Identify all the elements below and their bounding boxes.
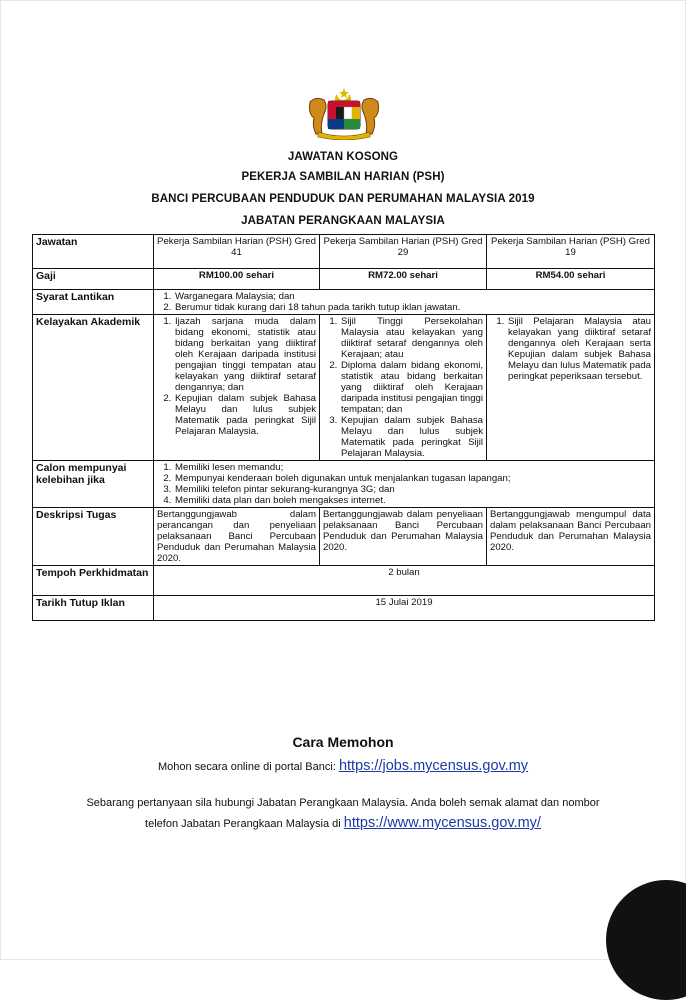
row-gaji [33,269,655,290]
kelebihan-item: 3. Memiliki telefon pintar sekurang-kurangnya 3G; dan [174,484,651,495]
kelayakan-item: 2. Kepujian dalam subjek Bahasa Melayu dan lulus subjek Matematik pada peringkat Sijil Pelajaran Malaysia. [174,393,316,437]
kelayakan-item: 3. Kepujian dalam subjek Bahasa Melayu dan lulus subjek Matematik pada peringkat Sijil Pelajaran Malaysia. [340,415,483,459]
row-jawatan [33,235,655,269]
apply-line-1-text: Mohon secara online di portal Banci: [157,761,336,773]
apply-line-1 [0,758,686,774]
gaji-gred-19: RM54.00 sehari [487,269,655,290]
kelayakan-item: 1. Sijil Tinggi Persekolahan Malaysia atau kelayakan yang diiktiraf setaraf dengannya oleh Kerajaan; atau [340,316,483,360]
heading-jabatan: JABATAN PERANGKAAN MALAYSIA [241,215,445,227]
jawatan-gred-19: Pekerja Sambilan Harian (PSH) Gred 19 [487,235,655,269]
label-tarikh-tutup: Tarikh Tutup Iklan [33,596,154,621]
gaji-gred-29: RM72.00 sehari [320,269,487,290]
heading-jawatan-kosong: JAWATAN KOSONG [287,151,399,163]
jobs-portal-link[interactable]: https://jobs.mycensus.gov.my [338,758,529,774]
row-tarikh-tutup [33,596,655,621]
kelebihan-item: 1. Memiliki lesen memandu; [174,462,651,473]
row-kelayakan-akademik [33,315,655,461]
calon-kelebihan-list-cell [154,461,655,508]
row-calon-kelebihan [33,461,655,508]
cara-memohon-title: Cara Memohon [292,734,394,750]
syarat-lantikan-list [157,291,651,313]
syarat-item: 2. Berumur tidak kurang dari 18 tahun pada tarikh tutup iklan jawatan. [174,302,651,313]
row-tempoh [33,566,655,596]
kelayakan-gred-19 [487,315,655,461]
label-tempoh: Tempoh Perkhidmatan [33,566,154,596]
kelayakan-item: 1. Ijazah sarjana muda dalam bidang ekonomi, statistik atau bidang berkaitan yang diiktiraf oleh Kerajaan daripada institusi pengajian tinggi tempatan atau kelayakan yang diiktiraf setaraf dengannya; dan [174,316,316,393]
tarikh-tutup-value: 15 Julai 2019 [154,596,655,621]
label-deskripsi-tugas: Deskripsi Tugas [33,508,154,566]
calon-kelebihan-list [157,462,651,506]
kelayakan-item: 2. Diploma dalam bidang ekonomi, statistik atau bidang berkaitan yang diiktiraf oleh Kerajaan daripada institusi pengajian tinggi tempatan; dan [340,360,483,415]
syarat-item: 1. Warganegara Malaysia; dan [174,291,651,302]
kelayakan-gred-41 [154,315,320,461]
label-kelayakan-akademik: Kelayakan Akademik [33,315,154,461]
kelayakan-gred-29 [320,315,487,461]
row-deskripsi-tugas [33,508,655,566]
deskripsi-gred-19: Bertanggungjawab mengumpul data dalam pelaksanaan Banci Percubaan Penduduk dan Perumahan Malaysia 2020. [487,508,655,566]
tempoh-value: 2 bulan [154,566,655,596]
deskripsi-gred-41: Bertanggungjawab dalam perancangan dan penyeliaan pelaksanaan Banci Percubaan Penduduk dan Perumahan Malaysia 2020. [154,508,320,566]
mycensus-link[interactable]: https://www.mycensus.gov.my/ [343,815,541,831]
kelebihan-item: 4. Memiliki data plan dan boleh mengakses internet. [174,495,651,506]
gaji-gred-41: RM100.00 sehari [154,269,320,290]
syarat-lantikan-list-cell [154,290,655,315]
photo-corner-shadow [606,880,686,1000]
malaysia-coat-of-arms-icon [304,88,384,140]
job-table [32,234,655,621]
heading-banci: BANCI PERCUBAAN PENDUDUK DAN PERUMAHAN MALAYSIA 2019 [151,193,535,205]
apply-line-3-text: telefon Jabatan Perangkaan Malaysia di [145,818,341,830]
row-syarat-lantikan [33,290,655,315]
kelayakan-item: 1. Sijil Pelajaran Malaysia atau kelayakan yang diiktiraf setaraf dengannya oleh Kerajaan serta Kepujian dalam subjek Bahasa Melayu dan lulus Matematik pada peringkat peperiksaan tersebut. [507,316,651,382]
jawatan-gred-41: Pekerja Sambilan Harian (PSH) Gred 41 [154,235,320,269]
heading-psh: PEKERJA SAMBILAN HARIAN (PSH) [241,171,445,183]
label-jawatan: Jawatan [33,235,154,269]
apply-line-2: Sebarang pertanyaan sila hubungi Jabatan Perangkaan Malaysia. Anda boleh semak alamat dan nombor [86,797,600,809]
jawatan-gred-29: Pekerja Sambilan Harian (PSH) Gred 29 [320,235,487,269]
label-gaji: Gaji [33,269,154,290]
kelebihan-item: 2. Mempunyai kenderaan boleh digunakan untuk menjalankan tugasan lapangan; [174,473,651,484]
deskripsi-gred-29: Bertanggungjawab dalam penyeliaan pelaksanaan Banci Percubaan Penduduk dan Perumahan Malaysia 2020. [320,508,487,566]
label-calon-kelebihan: Calon mempunyai kelebihan jika [33,461,154,508]
label-syarat-lantikan: Syarat Lantikan [33,290,154,315]
apply-line-3 [0,815,686,831]
